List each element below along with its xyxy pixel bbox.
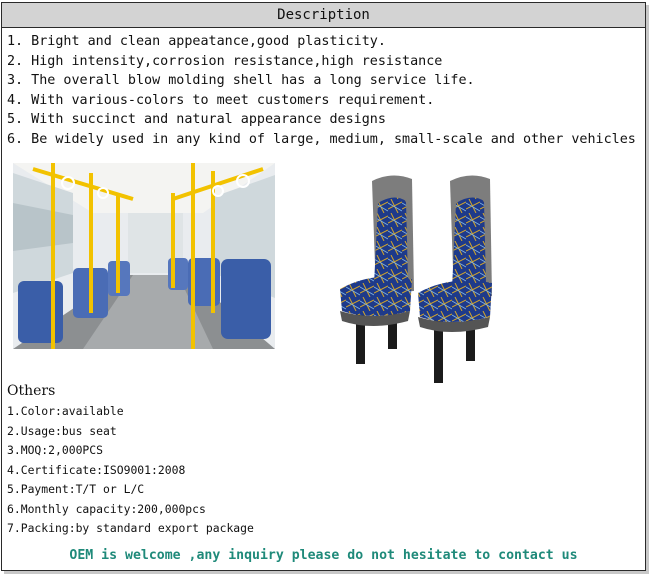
others-list: [7, 402, 254, 539]
description-item: 6. Be widely used in any kind of large, medium, small-scale and other vehicles: [7, 131, 636, 147]
description-item: 2. High intensity,corrosion resistance,high resistance: [7, 53, 443, 69]
oem-contact-note: OEM is welcome ,any inquiry please do not hesitate to contact us: [69, 548, 578, 563]
others-title: Others: [7, 383, 56, 399]
frame-shadow-bottom: [4, 571, 649, 574]
bus-interior-photo: [13, 163, 275, 349]
others-item: 4.Certificate:ISO9001:2008: [7, 462, 186, 477]
description-header: Description: [2, 3, 645, 28]
description-item: 4. With various-colors to meet customers requirement.: [7, 92, 435, 108]
bus-seats-photo: [332, 171, 522, 389]
others-item: 1.Color:available: [7, 404, 124, 418]
others-item: 7.Packing:by standard export package: [7, 521, 254, 535]
description-item: 1. Bright and clean appeatance,good plasticity.: [7, 34, 386, 49]
others-item: 2.Usage:bus seat: [7, 423, 117, 438]
description-item: 5. With succinct and natural appearance designs: [7, 112, 386, 128]
others-item: 6.Monthly capacity:200,000pcs: [7, 501, 206, 516]
description-item: 3. The overall blow molding shell has a long service life.: [7, 73, 475, 89]
others-item: 5.Payment:T/T or L/C: [7, 482, 145, 496]
others-item: 3.MOQ:2,000PCS: [7, 443, 104, 457]
description-list: [7, 32, 636, 150]
product-description-panel: [1, 2, 646, 571]
